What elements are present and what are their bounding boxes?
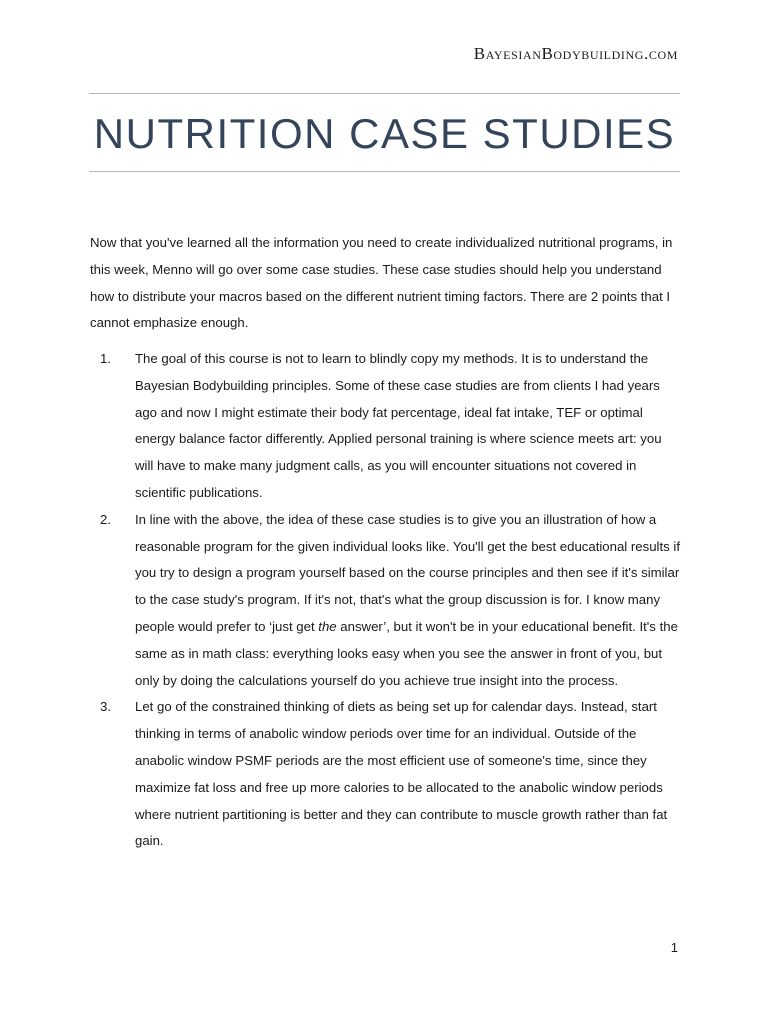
list-item-text-part: In line with the above, the idea of these case studies is to give you an illustration of how a reasonable program for the given individual looks like. You'll get the best educational results if you try to design a program yourself based on the course principles and then see if it's similar to the case study's program. If it's not, that's what the group discussion is for. I know many people would prefer to ‘just get — [135, 511, 681, 634]
intro-paragraph: Now that you've learned all the information you need to create individualized nutritional programs, in this week, Menno will go over some case studies. These case studies should help you understand how to distribute your macros based on the different nutrient timing factors. There are 2 points that I cannot emphasize enough. — [90, 235, 673, 331]
list-item-number: 3. — [100, 699, 111, 715]
page-title: NUTRITION CASE STUDIES — [93, 110, 676, 157]
emphasized-word: the — [318, 618, 337, 634]
list-item — [90, 507, 682, 695]
title-bottom-divider — [89, 171, 680, 172]
list-item — [90, 694, 682, 855]
list-item-text: Let go of the constrained thinking of diets as being set up for calendar days. Instead, start thinking in terms of anabolic window periods over time for an individual. Outside of the anabolic window PSMF periods are the most efficient use of someone's time, since they maximize fat loss and free up more calories to be allocated to the anabolic window periods where nutrient partitioning is better and they can contribute to muscle growth rather than fat gain. — [135, 699, 668, 849]
page-number: 1 — [670, 940, 678, 955]
key-points-list — [90, 346, 682, 855]
site-name: BayesianBodybuilding.com — [473, 44, 678, 63]
title-top-divider — [89, 93, 680, 94]
list-item-text-part: answer’, but it won't be in your educational benefit. It's the same as in math class: everything looks easy when you see the answer in front of you, but only by doing the calculations yourself do you achieve true insight into the process. — [135, 618, 678, 688]
list-item-number: 1. — [100, 351, 111, 366]
list-item — [90, 346, 682, 507]
list-item-number: 2. — [100, 511, 111, 527]
list-item-text: The goal of this course is not to learn to blindly copy my methods. It is to understand the Bayesian Bodybuilding principles. Some of these case studies are from clients I had years ago and now I might estimate their body fat percentage, ideal fat intake, TEF or optimal energy balance factor differently. Applied personal training is where science meets art: you will have to make many judgment calls, as you will encounter situations not covered in scientific publications. — [135, 351, 662, 500]
list-item-text — [135, 507, 682, 695]
